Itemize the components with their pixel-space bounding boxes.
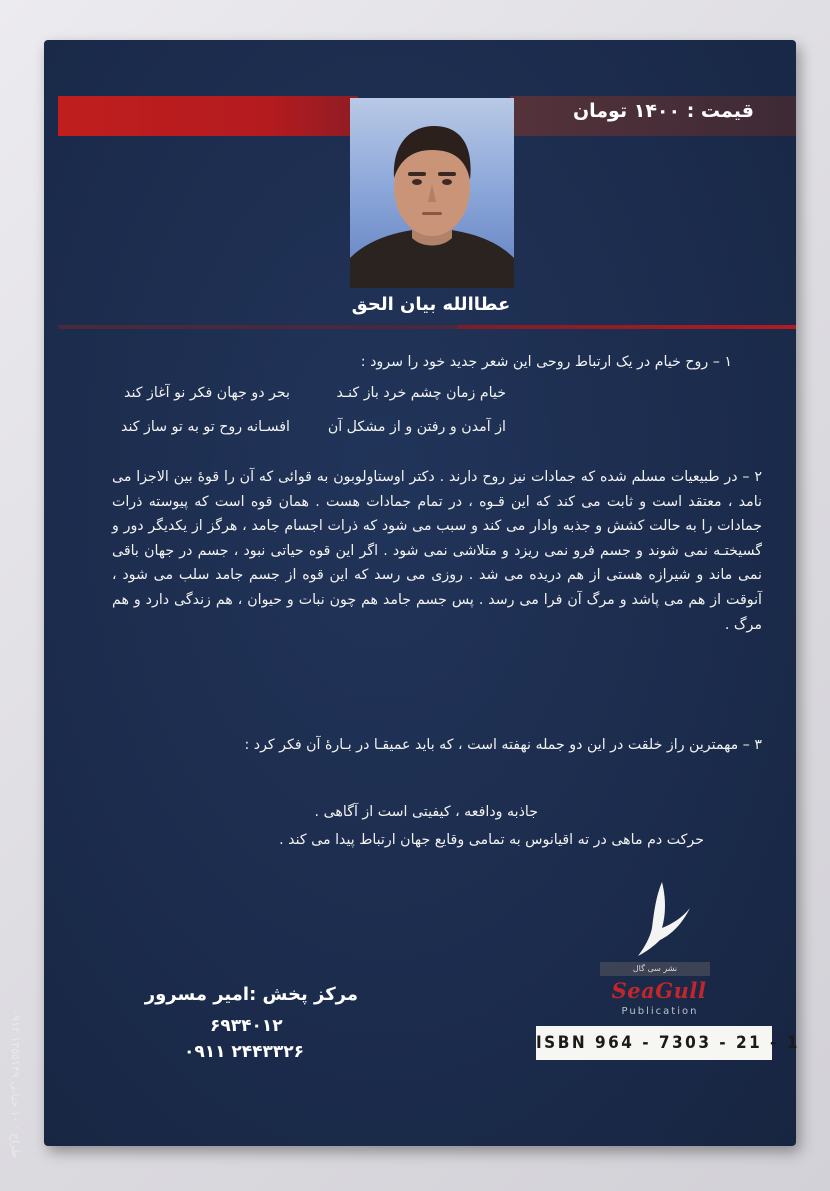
verse-1-left: بحر دو جهان فکر نو آغاز کند	[124, 385, 290, 401]
book-back-cover	[9, 40, 800, 1158]
verse-1-right: خیام زمان چشم خرد باز کنـد	[336, 385, 506, 401]
author-photo	[350, 98, 514, 288]
verse-2-right: از آمدن و رفتن و از مشکل آن	[327, 419, 506, 435]
publisher-tag: نشر سی گال	[600, 962, 710, 976]
verse-2-left: افسـانه روح تو به تو ساز کند	[121, 419, 290, 435]
section3-line2: حرکت دم ماهی در ته اقیانوس به تمامی وقایع جهان ارتباط پیدا می کند .	[279, 832, 704, 848]
phone-number-1: ۶۹۳۴۰۱۲	[210, 1016, 283, 1036]
section3-line1: جاذبه ودافعه ، کیفیتی است از آگاهی .	[314, 804, 538, 820]
divider-left	[58, 325, 458, 329]
section1-intro: ۱ – روح خیام در یک ارتباط روحی این شعر جدید خود را سرود :	[360, 354, 732, 370]
distribution-label: مرکز پخش :امیر مسرور	[144, 984, 358, 1005]
isbn-box: ISBN 964 - 7303 - 21 - 1	[536, 1026, 772, 1060]
section2-paragraph: ۲ – در طبیعیات مسلم شده که جمادات نیز روح دارند . دکتر اوستاولوبون به قوائی که آن را قوهٔ بین الاجزا می نامد ، معتقد است و ثابت می کند که این قـوه ، در تمام جمادات هست . همان قوه است که پیوسته ذرات جمادات را به حالت کشش و جذبه وادار می کند و سبب می شود که ذرات اجسام جامد ، هرگز از یکدیگر دور و گسیختـه نمی شوند و جسم فرو نمی ریزد و متلاشی نمی شود . اگر این قوه حیاتی نبود ، جسم در جهان باقی نمی ماند و شیرازه هستی از هم دریده می شد . روزی می رسد که این قوه از جسم جامد سلب می شود ، آنوقت از هم می پاشد و مرگ آن فرا می رسد . پس جسم جامد هم چون نبات و حیوان ، هم زندگی دارد و هم مرگ .	[112, 469, 762, 633]
publisher-subtitle: Publication	[621, 1006, 699, 1017]
seagull-bird-icon	[612, 880, 732, 962]
designer-credit: طراح : ۱۰ جیانی ۱۳۵۵۱۴۹ ۰۹۱۲	[9, 1009, 22, 1158]
publisher-logo-text: SeaGull	[611, 978, 707, 1003]
price-label: قیمت : ۱۴۰۰ تومان	[572, 100, 754, 122]
divider-right	[458, 325, 796, 329]
author-name: عطاالله بیان الحق	[351, 294, 511, 315]
phone-number-2: ۰۹۱۱ ۲۴۴۳۳۲۶	[184, 1042, 305, 1062]
red-band-left	[58, 96, 358, 136]
section3-intro: ۳ – مهمترین راز خلقت در این دو جمله نهفته است ، که باید عمیقـا در بـارهٔ آن فکر کرد :	[244, 737, 762, 753]
